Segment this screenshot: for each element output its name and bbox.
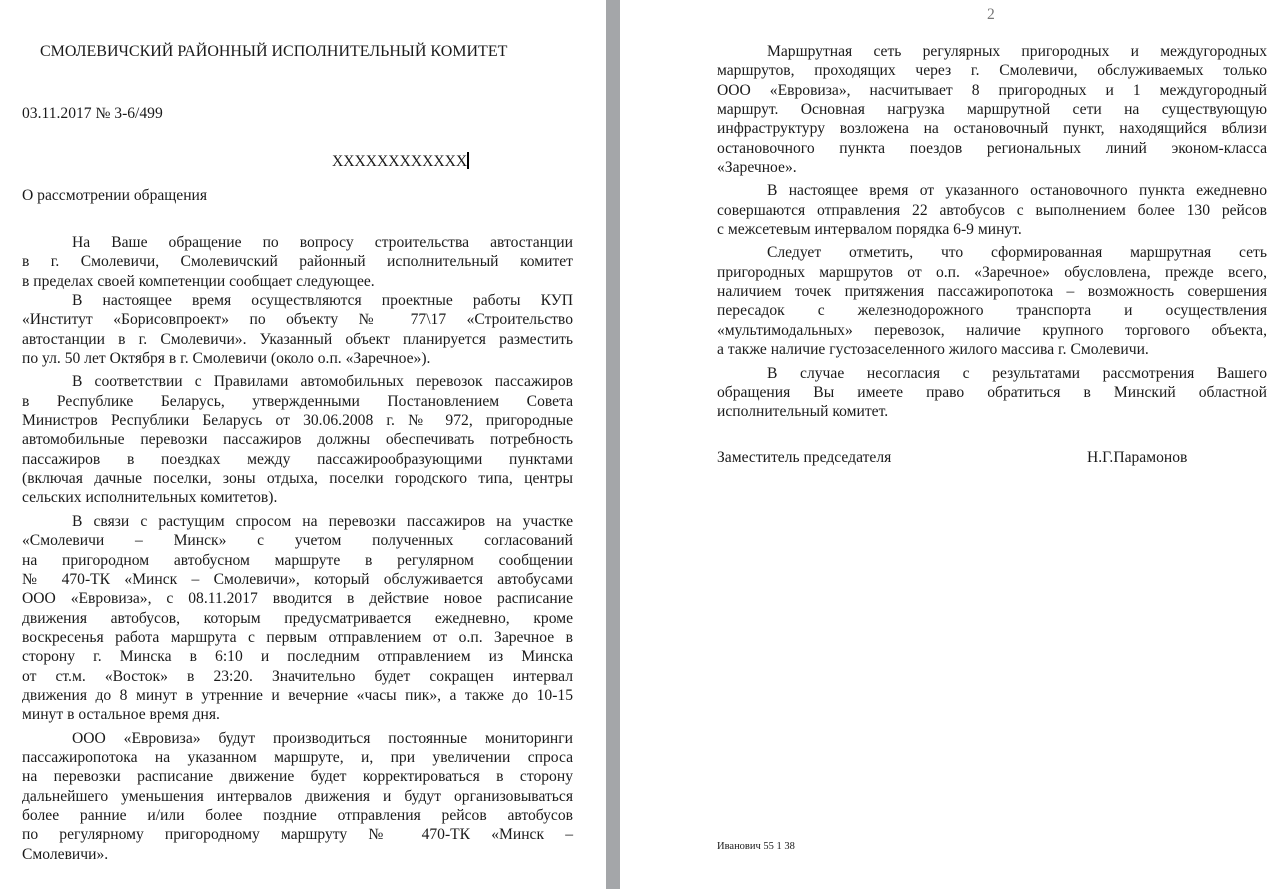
text-line: ООО «Евровиза», насчитывает 8 пригородных и 1 междугородный bbox=[717, 81, 1267, 99]
text-line: воскресенья работа маршрута с первым отправлением от о.п. Заречное в bbox=[22, 628, 573, 646]
text-line: автомобильные перевозки пассажиров должны обеспечивать потребность bbox=[22, 431, 573, 449]
paragraph bbox=[22, 512, 573, 725]
paragraph bbox=[717, 181, 1267, 239]
addressee-text: XXXXXXXXXXXX bbox=[332, 153, 468, 170]
text-line: В связи с растущим спросом на перевозки пассажиров на участке bbox=[72, 512, 573, 530]
text-line: «Институт «Борисовпроект» по объекту № 77\17 «Строительство bbox=[22, 311, 573, 329]
text-line: по регулярному пригородному маршруту № 470-ТК «Минск – bbox=[22, 826, 573, 844]
text-line: Маршрутная сеть регулярных пригородных и междугородных bbox=[767, 43, 1267, 60]
text-line: ООО «Евровиза», с 08.11.2017 вводится в действие новое расписание bbox=[22, 590, 573, 608]
letter-body-page-1 bbox=[22, 233, 573, 864]
text-line: пассажиропотока на указанном маршруте, и, при увеличении спроса bbox=[22, 748, 573, 766]
letter-body-page-2 bbox=[717, 42, 1267, 422]
subject-line: О рассмотрении обращения bbox=[22, 187, 208, 204]
paragraph bbox=[22, 729, 573, 864]
text-line: маршрутов, проходящих через г. Смолевичи, обслуживаемых только bbox=[717, 62, 1267, 80]
text-line: пересадок с железнодорожного транспорта и осуществления bbox=[717, 302, 1267, 320]
text-line: от ст.м. «Восток» в 23:20. Значительно будет сокращен интервал bbox=[22, 667, 573, 685]
date-number: 03.11.2017 № 3-6/499 bbox=[22, 105, 163, 122]
text-line: (включая дачные поселки, зоны отдыха, поселки городского типа, центры bbox=[22, 470, 573, 488]
text-line: автостанции в г. Смолевичи». Указанный объект планируется разместить bbox=[22, 330, 573, 348]
paragraph bbox=[22, 372, 573, 507]
text-line: наличием точек притяжения пассажиропотока – возможность совершения bbox=[717, 283, 1267, 301]
text-line: с межсетевым интервалом порядка 6-9 минут. bbox=[717, 221, 1022, 239]
executor-footer: Иванович 55 1 38 bbox=[717, 841, 795, 852]
text-line: Следует отметить, что сформированная маршрутная сеть bbox=[767, 244, 1267, 262]
text-line: «Смолевичи – Минск» с учетом полученных согласований bbox=[22, 532, 573, 550]
text-line: в Республике Беларусь, утвержденными Постановлением Совета bbox=[22, 392, 573, 410]
text-line: в г. Смолевичи, Смолевичский районный исполнительный комитет bbox=[22, 253, 573, 271]
organization-title: СМОЛЕВИЧСКИЙ РАЙОННЫЙ ИСПОЛНИТЕЛЬНЫЙ КОМИТЕТ bbox=[40, 43, 508, 60]
text-line: в пределах своей компетенции сообщает следующее. bbox=[22, 272, 375, 290]
paragraph bbox=[22, 233, 573, 291]
text-line: В настоящее время осуществляются проектные работы КУП bbox=[72, 292, 573, 310]
text-line: № 470-ТК «Минск – Смолевичи», который обслуживается автобусами bbox=[22, 570, 573, 588]
document-page-2 bbox=[620, 0, 1280, 889]
text-line: инфраструктуру возложена на остановочный пункт, находящийся вблизи bbox=[717, 120, 1267, 138]
paragraph bbox=[717, 364, 1267, 422]
text-line: движения автобусов, которым предусматривается ежедневно, кроме bbox=[22, 609, 573, 627]
text-line: минут в остальное время дня. bbox=[22, 706, 220, 724]
text-cursor bbox=[467, 152, 469, 169]
signature-position: Заместитель председателя bbox=[717, 449, 892, 466]
text-line: В соответствии с Правилами автомобильных перевозок пассажиров bbox=[72, 373, 573, 391]
document-page-1 bbox=[0, 0, 606, 889]
text-line: остановочного пункта поездов региональных линий эконом-класса bbox=[717, 139, 1267, 157]
paragraph bbox=[717, 42, 1267, 177]
text-line: ООО «Евровиза» будут производиться постоянные мониторинги bbox=[72, 729, 573, 747]
text-line: «мультимодальных» перевозок, наличие крупного торгового объекта, bbox=[717, 321, 1267, 339]
text-line: В настоящее время от указанного остановочного пункта ежедневно bbox=[767, 182, 1267, 200]
text-line: пассажиров в поездках между пассажирообразующими пунктами bbox=[22, 450, 573, 468]
text-line: а также наличие густозаселенного жилого массива г. Смолевичи. bbox=[717, 341, 1149, 359]
text-line: совершаются отправления 22 автобусов с выполнением более 130 рейсов bbox=[717, 201, 1267, 219]
paragraph bbox=[22, 291, 573, 368]
text-line: обращения Вы имеете право обратиться в Минский областной bbox=[717, 383, 1267, 401]
addressee[interactable] bbox=[332, 152, 469, 171]
text-line: маршрут. Основная нагрузка маршрутной сети на существующую bbox=[717, 101, 1267, 119]
text-line: Смолевичи». bbox=[22, 845, 109, 863]
signature-name: Н.Г.Парамонов bbox=[1087, 449, 1188, 466]
text-line: на перевозки расписание движение будет корректироваться в сторону bbox=[22, 768, 573, 786]
paragraph bbox=[717, 243, 1267, 359]
text-line: «Заречное». bbox=[717, 159, 797, 177]
text-line: дальнейшего уменьшения интервалов движения и будут организовываться bbox=[22, 787, 573, 805]
text-line: сельских исполнительных комитетов). bbox=[22, 489, 278, 507]
text-line: На Ваше обращение по вопросу строительства автостанции bbox=[72, 234, 573, 251]
text-line: Министров Республики Беларусь от 30.06.2008 г. № 972, пригородные bbox=[22, 412, 573, 430]
text-line: движения до 8 минут в утренние и вечерние «часы пик», а также до 10-15 bbox=[22, 686, 573, 704]
text-line: по ул. 50 лет Октября в г. Смолевичи (около о.п. «Заречное»). bbox=[22, 350, 431, 368]
page-number: 2 bbox=[987, 6, 995, 23]
text-line: на пригородном автобусном маршруте в регулярном сообщении bbox=[22, 551, 573, 569]
text-line: пригородных маршрутов от о.п. «Заречное» обусловлена, прежде всего, bbox=[717, 263, 1267, 281]
text-line: исполнительный комитет. bbox=[717, 403, 889, 421]
text-line: более ранние и/или более поздние отправления рейсов автобусов bbox=[22, 806, 573, 824]
text-line: В случае несогласия с результатами рассмотрения Вашего bbox=[767, 364, 1267, 382]
text-line: сторону г. Минска в 6:10 и последним отправлением из Минска bbox=[22, 648, 573, 666]
